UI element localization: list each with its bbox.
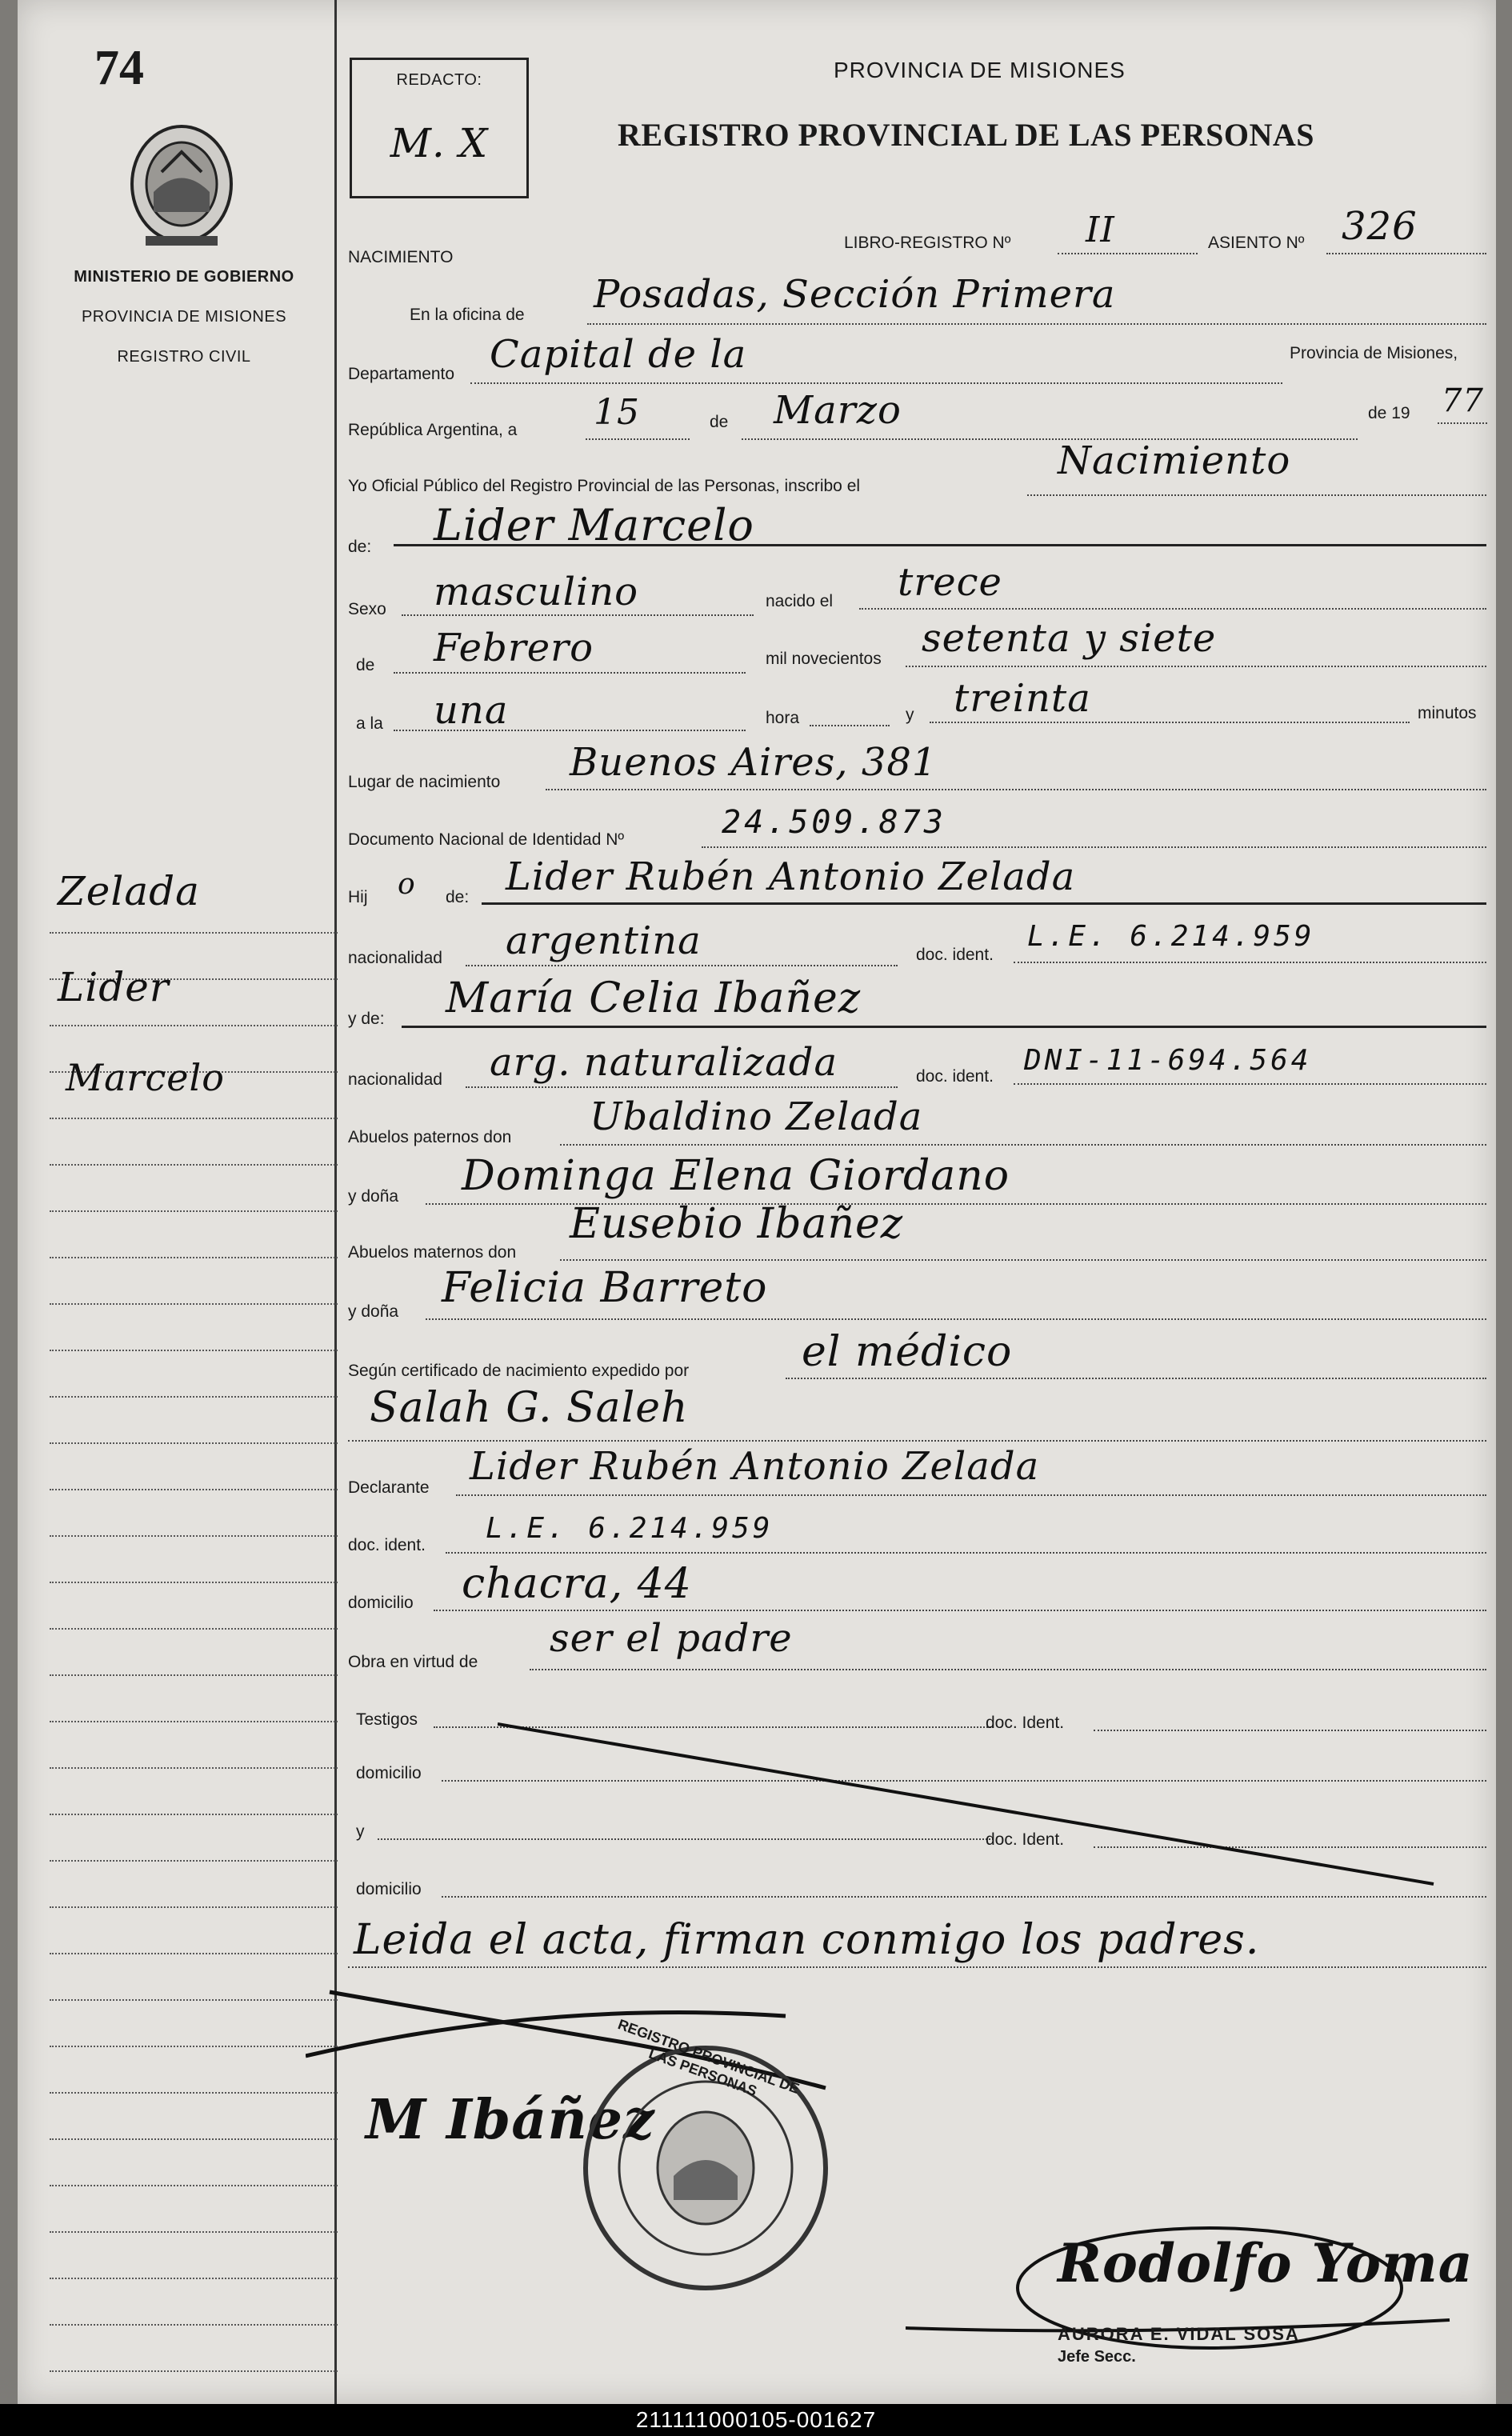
domicilio-testigo1-label: domicilio xyxy=(356,1764,422,1782)
domicilio-value: chacra, 44 xyxy=(462,1560,692,1608)
margin-rule-line xyxy=(50,932,338,934)
republica-label: República Argentina, a xyxy=(348,421,518,439)
abuela-mat-value: Felicia Barreto xyxy=(442,1264,768,1312)
margin-rule-line xyxy=(50,2185,338,2186)
madre-signature: M Ibáñez xyxy=(366,2088,655,2152)
de-label: de xyxy=(710,413,729,431)
hora-label: hora xyxy=(766,709,800,727)
domicilio-label: domicilio xyxy=(348,1594,414,1612)
hijo-de-label: de: xyxy=(446,888,470,906)
margin-rule-line xyxy=(50,1906,338,1908)
margin-rule-line xyxy=(50,2231,338,2233)
margin-rule-line xyxy=(50,1442,338,1444)
coat-of-arms-icon xyxy=(122,116,242,252)
province-label: PROVINCIA DE MISIONES xyxy=(81,308,287,326)
obra-value: ser el padre xyxy=(550,1616,793,1661)
dni-value: 24.509.873 xyxy=(722,804,946,841)
redacto-box xyxy=(350,58,529,198)
doc-madre-label: doc. ident. xyxy=(916,1067,994,1086)
margin-rule-line xyxy=(50,1118,338,1119)
margin-rule-line xyxy=(50,1582,338,1583)
margin-rule-line xyxy=(50,1535,338,1537)
margin-rule-line xyxy=(50,1999,338,2001)
oficial-stamp-line1: AURORA E. VIDAL SOSA xyxy=(1058,2324,1300,2344)
registry-title: REGISTRO PROVINCIAL DE LAS PERSONAS xyxy=(618,117,1315,153)
nac-padre-value: argentina xyxy=(506,918,702,963)
obra-label: Obra en virtud de xyxy=(348,1653,478,1671)
mes-nac-value: Febrero xyxy=(434,626,594,670)
doc-madre-value: DNI-11-694.564 xyxy=(1024,1044,1312,1077)
margin-rule-line xyxy=(50,1350,338,1351)
hijo-suffix: o xyxy=(398,868,416,901)
departamento-label: Departamento xyxy=(348,365,455,383)
margin-rule-line xyxy=(50,1396,338,1398)
asiento-value: 326 xyxy=(1342,204,1418,249)
nac-padre-label: nacionalidad xyxy=(348,949,442,967)
margin-rule-line xyxy=(50,1953,338,1954)
margin-name-first: Lider xyxy=(58,964,170,1010)
doc-padre-value: L.E. 6.214.959 xyxy=(1027,920,1315,953)
dia-value: 15 xyxy=(594,392,640,433)
minutos-label: minutos xyxy=(1418,704,1477,722)
oficina-label: En la oficina de xyxy=(410,306,525,324)
abuela-pat-value: Dominga Elena Giordano xyxy=(462,1152,1010,1200)
inscribo-label: Yo Oficial Público del Registro Provincial de las Personas, inscribo el xyxy=(348,477,861,495)
asiento-label: ASIENTO Nº xyxy=(1208,234,1305,252)
margin-rule-line xyxy=(50,1303,338,1305)
certificado-value: el médico xyxy=(802,1328,1013,1376)
seal-text: REGISTRO PROVINCIAL DE LAS PERSONAS xyxy=(615,2016,802,2100)
margin-name-surname: Zelada xyxy=(58,868,200,914)
testigos-strike-line xyxy=(498,1720,1442,1896)
redacto-label: REDACTO: xyxy=(396,71,482,89)
margin-rule-line xyxy=(50,1164,338,1166)
nombre-value: Lider Marcelo xyxy=(434,500,754,550)
declarante-label: Declarante xyxy=(348,1478,430,1497)
anio-value: 77 xyxy=(1442,382,1484,419)
y-label: y xyxy=(906,706,914,724)
inscribo-value: Nacimiento xyxy=(1058,438,1291,483)
libro-value: II xyxy=(1086,210,1115,250)
mes-value: Marzo xyxy=(774,388,902,433)
redacto-value: M. X xyxy=(390,120,489,166)
abuelo-mat-value: Eusebio Ibañez xyxy=(570,1200,904,1248)
leida-value: Leida el acta, firman conmigo los padres. xyxy=(354,1916,1260,1964)
dni-label: Documento Nacional de Identidad Nº xyxy=(348,830,625,849)
oficina-value: Posadas, Sección Primera xyxy=(594,272,1116,317)
nacido-value: trece xyxy=(898,560,1002,605)
oficial-signature: Rodolfo Yoma xyxy=(1058,2232,1474,2294)
doc-ident-testigo2-label: doc. Ident. xyxy=(986,1830,1065,1849)
declarante-value: Lider Rubén Antonio Zelada xyxy=(470,1444,1040,1489)
anio-nac-value: setenta y siete xyxy=(922,616,1217,661)
lugar-value: Buenos Aires, 381 xyxy=(570,740,938,785)
margin-rule-line xyxy=(50,2370,338,2372)
departamento-value: Capital de la xyxy=(490,332,747,377)
libro-label: LIBRO-REGISTRO Nº xyxy=(844,234,1011,252)
de2-label: de xyxy=(356,656,375,674)
margin-rule-line xyxy=(50,1628,338,1630)
doc-padre-label: doc. ident. xyxy=(916,946,994,964)
nac-madre-value: arg. naturalizada xyxy=(490,1040,838,1085)
margin-rule-line xyxy=(50,1210,338,1212)
margin-rule-line xyxy=(50,1860,338,1862)
hijo-label: Hij xyxy=(348,888,368,906)
margin-rule-line xyxy=(50,2278,338,2279)
sexo-value: masculino xyxy=(434,570,639,614)
oficial-stamp-line2: Jefe Secc. xyxy=(1058,2348,1136,2366)
ydona-mat-label: y doña xyxy=(348,1302,399,1321)
margin-rule-line xyxy=(50,1257,338,1258)
nacimiento-header: NACIMIENTO xyxy=(348,248,454,266)
margin-rule-line xyxy=(50,2138,338,2140)
margin-rule-line xyxy=(50,1025,338,1026)
hora-value: una xyxy=(434,688,509,733)
nacido-label: nacido el xyxy=(766,592,834,610)
province-top: PROVINCIA DE MISIONES xyxy=(834,58,1126,82)
margin-rule-line xyxy=(50,2092,338,2094)
medico-value: Salah G. Saleh xyxy=(370,1384,689,1432)
margin-rule-line xyxy=(50,1674,338,1676)
ala-label: a la xyxy=(356,714,383,733)
abuelos-pat-label: Abuelos paternos don xyxy=(348,1128,512,1146)
doc-declarante-label: doc. ident. xyxy=(348,1536,426,1554)
minutos-value: treinta xyxy=(954,676,1091,721)
document-id-footer: 211111000105-001627 xyxy=(0,2404,1512,2436)
margin-rule-line xyxy=(50,1721,338,1722)
de-nombre-label: de: xyxy=(348,538,372,556)
testigos-label: Testigos xyxy=(356,1710,418,1729)
provincia-suffix: Provincia de Misiones, xyxy=(1290,344,1458,362)
abuelo-pat-value: Ubaldino Zelada xyxy=(590,1094,923,1139)
mil-label: mil novecientos xyxy=(766,650,882,668)
anio-label: de 19 xyxy=(1368,404,1410,422)
doc-ident-testigo1-label: doc. Ident. xyxy=(986,1714,1065,1732)
registry-label: REGISTRO CIVIL xyxy=(117,348,251,366)
doc-declarante-value: L.E. 6.214.959 xyxy=(486,1512,774,1545)
sexo-label: Sexo xyxy=(348,600,386,618)
nac-madre-label: nacionalidad xyxy=(348,1070,442,1089)
padre-value: Lider Rubén Antonio Zelada xyxy=(506,854,1076,899)
margin-name-second: Marcelo xyxy=(66,1056,225,1099)
yde-label: y de: xyxy=(348,1010,385,1028)
ministry-label: MINISTERIO DE GOBIERNO xyxy=(74,268,294,286)
margin-rule-line xyxy=(50,1767,338,1769)
abuelos-mat-label: Abuelos maternos don xyxy=(348,1243,517,1262)
madre-value: María Celia Ibañez xyxy=(446,974,862,1022)
margin-rule-line xyxy=(50,2046,338,2047)
certificado-label: Según certificado de nacimiento expedido por xyxy=(348,1362,690,1380)
page-number: 74 xyxy=(94,41,144,95)
margin-rule-line xyxy=(50,1489,338,1490)
domicilio-testigo2-label: domicilio xyxy=(356,1880,422,1898)
margin-rule-line xyxy=(50,2324,338,2326)
lugar-label: Lugar de nacimiento xyxy=(348,773,501,791)
document-page xyxy=(18,0,1496,2404)
margin-rule-line xyxy=(50,1814,338,1815)
ydona-pat-label: y doña xyxy=(348,1187,399,1206)
y-testigo-label: y xyxy=(356,1822,365,1841)
